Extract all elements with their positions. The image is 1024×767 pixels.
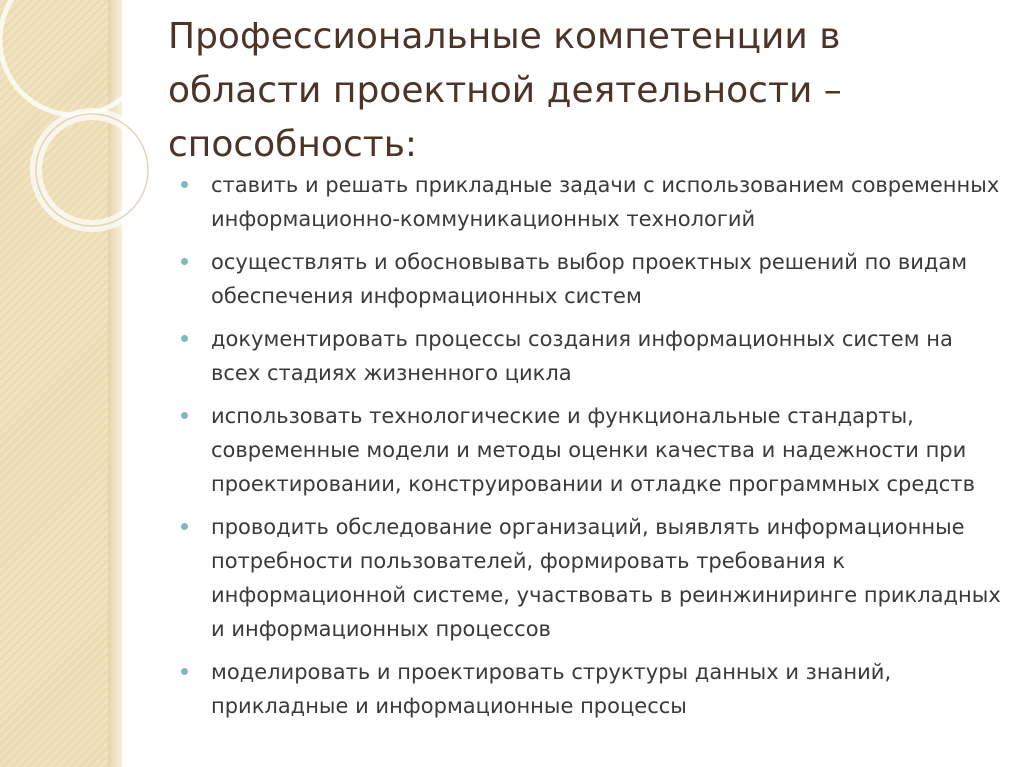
list-item (180, 322, 1005, 390)
competency-list (180, 168, 1005, 732)
list-item (180, 399, 1005, 501)
list-item-text: проводить обследование организаций, выявлять информационные потребности пользователей, формировать требования к информационной системе, участвовать в реинжиниринге прикладных и информационных процессов (211, 515, 1001, 641)
round-bullet-icon (181, 335, 188, 342)
large-ring-icon (0, 0, 150, 115)
list-item-text: ставить и решать прикладные задачи с использованием современных информационно-коммуникационных технологий (211, 173, 1000, 231)
slide-title: Профессиональные компетенции в области проектной деятельности – способность: (168, 16, 842, 165)
list-item (180, 168, 1005, 236)
list-item-text: осуществлять и обосновывать выбор проектных решений по видам обеспечения информационных систем (211, 250, 968, 308)
list-item-text: моделировать и проектировать структуры данных и знаний, прикладные и информационные процессы (211, 660, 892, 718)
list-item-text: использовать технологические и функциональные стандарты, современные модели и методы оценки качества и надежности при проектировании, конструировании и отладке программных средств (211, 404, 975, 496)
round-bullet-icon (181, 412, 188, 419)
list-item (180, 655, 1005, 723)
round-bullet-icon (181, 668, 188, 675)
list-item-text: документировать процессы создания информационных систем на всех стадиях жизненного цикла (211, 327, 953, 385)
list-item (180, 245, 1005, 313)
round-bullet-icon (181, 258, 188, 265)
round-bullet-icon (181, 181, 188, 188)
list-item (180, 510, 1005, 646)
thick-ring-outline-icon (36, 114, 148, 226)
round-bullet-icon (181, 523, 188, 530)
